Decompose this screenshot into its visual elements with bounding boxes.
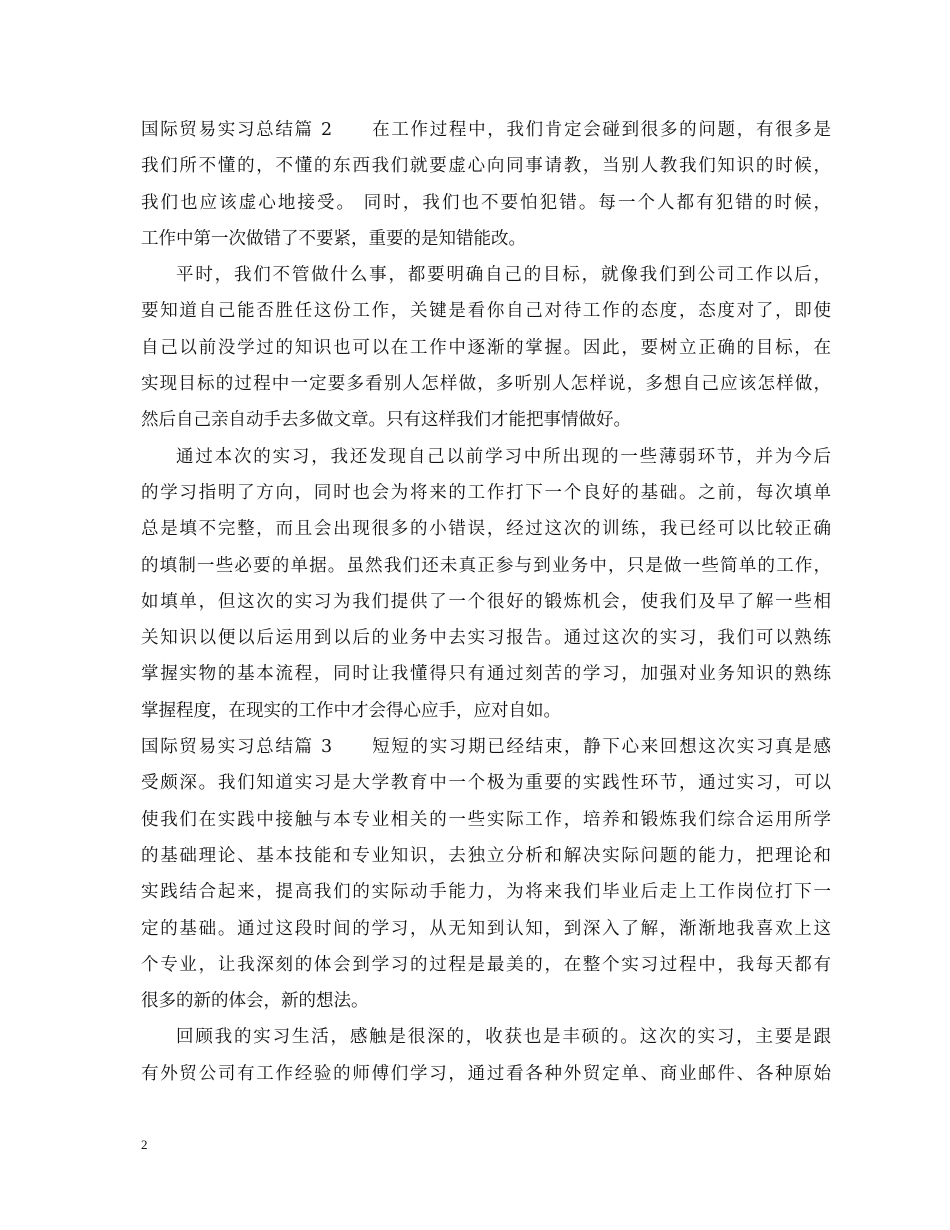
text-line: 国际贸易实习总结篇 3 短短的实习期已经结束，静下心来回想这次实习真是感 bbox=[141, 737, 831, 758]
text-line: 我们也应该虚心地接受。 同时，我们也不要怕犯错。每一个人都有犯错的时候， bbox=[141, 192, 831, 213]
text-line: 掌握实物的基本流程，同时让我懂得只有通过刻苦的学习，加强对业务知识的熟练 bbox=[141, 664, 831, 685]
text-line: 然后自己亲自动手去多做文章。只有这样我们才能把事情做好。 bbox=[141, 410, 631, 431]
document-body bbox=[141, 112, 831, 1092]
text-line: 如填单，但这次的实习为我们提供了一个很好的锻炼机会，使我们及早了解一些相 bbox=[141, 591, 831, 612]
text-line: 的学习指明了方向，同时也会为将来的工作打下一个良好的基础。之前，每次填单 bbox=[141, 482, 831, 503]
text-line: 使我们在实践中接触与本专业相关的一些实际工作，培养和锻炼我们综合运用所学 bbox=[141, 809, 831, 830]
text-line: 有外贸公司有工作经验的师傅们学习，通过看各种外贸定单、商业邮件、各种原始 bbox=[141, 1063, 831, 1084]
text-line: 的基础理论、基本技能和专业知识，去独立分析和解决实际问题的能力，把理论和 bbox=[141, 845, 831, 866]
text-line: 关知识以便以后运用到以后的业务中去实习报告。通过这次的实习，我们可以熟练 bbox=[141, 628, 831, 649]
text-line: 受颇深。我们知道实习是大学教育中一个极为重要的实践性环节，通过实习，可以 bbox=[141, 773, 831, 794]
text-line: 我们所不懂的，不懂的东西我们就要虚心向同事请教，当别人教我们知识的时候， bbox=[141, 156, 831, 177]
text-line: 掌握程度，在现实的工作中才会得心应手，应对自如。 bbox=[141, 700, 561, 721]
text-line: 国际贸易实习总结篇 2 在工作过程中，我们肯定会碰到很多的问题，有很多是 bbox=[141, 120, 831, 140]
text-line: 实践结合起来，提高我们的实际动手能力，为将来我们毕业后走上工作岗位打下一 bbox=[141, 882, 831, 903]
text-line: 总是填不完整，而且会出现很多的小错误，经过这次的训练，我已经可以比较正确 bbox=[141, 519, 831, 540]
text-line: 实现目标的过程中一定要多看别人怎样做，多听别人怎样说，多想自己应该怎样做， bbox=[141, 374, 831, 395]
text-line: 要知道自己能否胜任这份工作，关键是看你自己对待工作的态度，态度对了，即使 bbox=[141, 301, 831, 322]
text-line: 很多的新的体会，新的想法。 bbox=[141, 991, 369, 1012]
text-line: 的填制一些必要的单据。虽然我们还未真正参与到业务中，只是做一些简单的工作， bbox=[141, 555, 831, 576]
text-line: 工作中第一次做错了不要紧，重要的是知错能改。 bbox=[141, 228, 526, 249]
text-line: 通过本次的实习，我还发现自己以前学习中所出现的一些薄弱环节，并为今后 bbox=[176, 446, 831, 467]
text-line: 自己以前没学过的知识也可以在工作中逐渐的掌握。因此，要树立正确的目标，在 bbox=[141, 337, 831, 358]
text-line: 个专业，让我深刻的体会到学习的过程是最美的，在整个实习过程中，我每天都有 bbox=[141, 954, 831, 975]
text-line: 平时，我们不管做什么事，都要明确自己的目标，就像我们到公司工作以后， bbox=[176, 265, 831, 286]
text-line: 定的基础。通过这段时间的学习，从无知到认知，到深入了解，渐渐地我喜欢上这 bbox=[141, 918, 831, 939]
text-line: 回顾我的实习生活，感触是很深的，收获也是丰硕的。这次的实习，主要是跟 bbox=[176, 1027, 831, 1048]
page-number: 2 bbox=[141, 1137, 148, 1152]
